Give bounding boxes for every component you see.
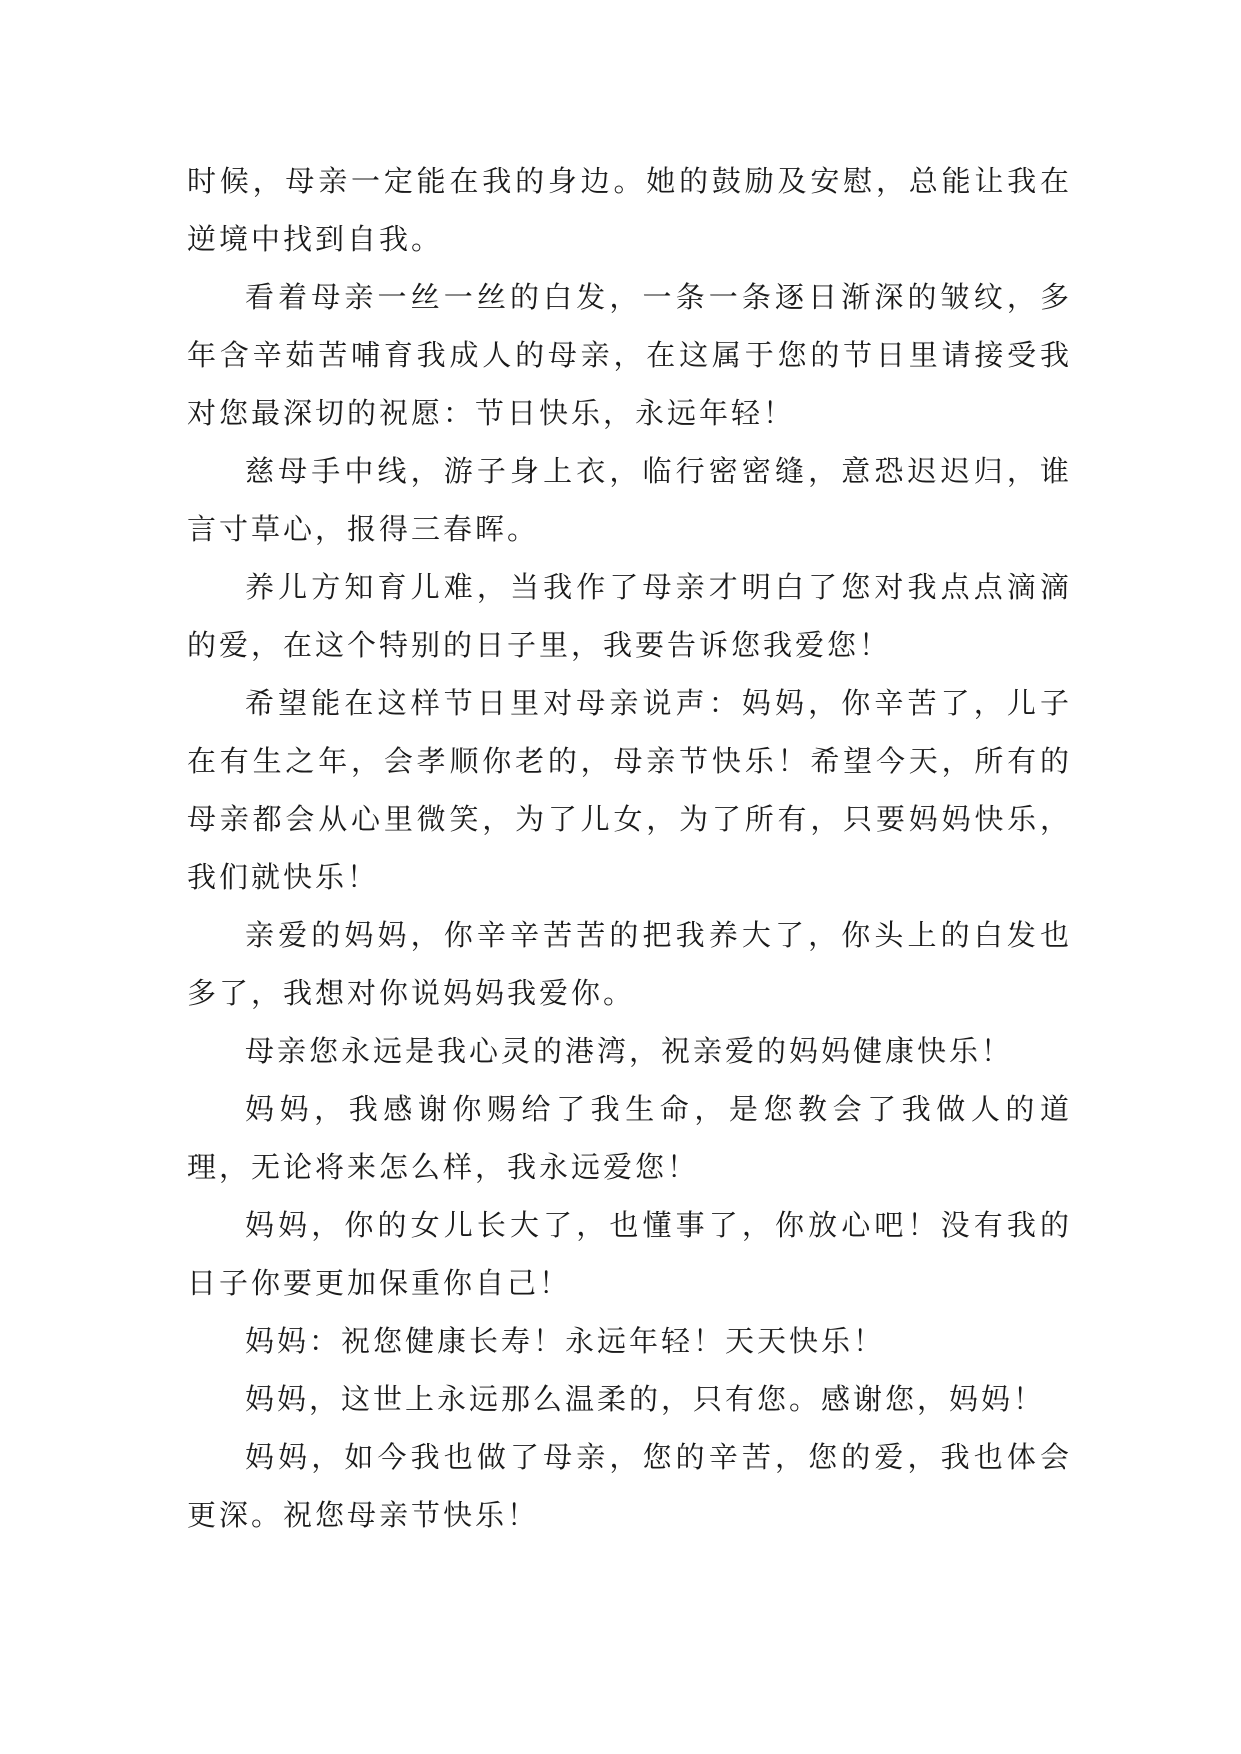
document-body — [187, 152, 1072, 1544]
paragraph: 母亲您永远是我心灵的港湾，祝亲爱的妈妈健康快乐！ — [245, 1034, 1014, 1068]
paragraph: 妈妈：祝您健康长寿！永远年轻！天天快乐！ — [245, 1324, 886, 1358]
paragraph: 妈妈，这世上永远那么温柔的，只有您。感谢您，妈妈！ — [245, 1382, 1046, 1416]
paragraph: 慈母手中线，游子身上衣，临行密密缝，意恐迟迟归，谁言寸草心，报得三春晖。 — [187, 454, 1072, 546]
paragraph: 妈妈，你的女儿长大了，也懂事了，你放心吧！没有我的日子你要更加保重你自己！ — [187, 1208, 1072, 1300]
paragraph: 妈妈，我感谢你赐给了我生命，是您教会了我做人的道理，无论将来怎么样，我永远爱您！ — [187, 1092, 1072, 1184]
paragraph: 妈妈，如今我也做了母亲，您的辛苦，您的爱，我也体会更深。祝您母亲节快乐！ — [187, 1440, 1072, 1532]
paragraph: 养儿方知育儿难，当我作了母亲才明白了您对我点点滴滴的爱，在这个特别的日子里，我要告诉您我爱您！ — [187, 570, 1072, 662]
paragraph: 亲爱的妈妈，你辛辛苦苦的把我养大了，你头上的白发也多了，我想对你说妈妈我爱你。 — [187, 918, 1072, 1010]
paragraph: 时候，母亲一定能在我的身边。她的鼓励及安慰，总能让我在逆境中找到自我。 — [187, 164, 1072, 256]
paragraph: 看着母亲一丝一丝的白发，一条一条逐日渐深的皱纹，多年含辛茹苦哺育我成人的母亲，在这属于您的节日里请接受我对您最深切的祝愿：节日快乐，永远年轻！ — [187, 280, 1072, 430]
paragraph: 希望能在这样节日里对母亲说声：妈妈，你辛苦了，儿子在有生之年，会孝顺你老的，母亲节快乐！希望今天，所有的母亲都会从心里微笑，为了儿女，为了所有，只要妈妈快乐，我们就快乐！ — [187, 686, 1072, 894]
